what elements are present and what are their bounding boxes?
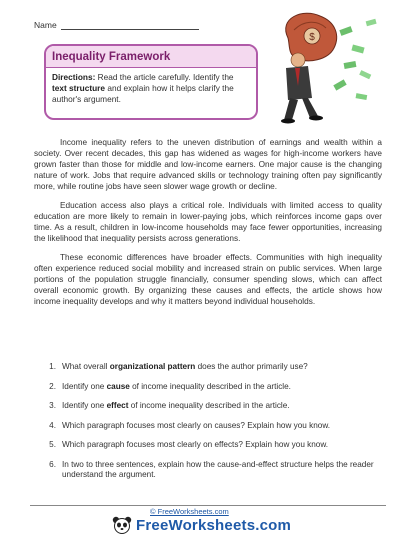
directions-text-2: and explain how it helps clarify the author's argument. [52,83,234,104]
article-paragraph: Income inequality refers to the uneven distribution of earnings and wealth within a society. Over recent decades, this gap has widened as wages for high-income workers have grown faster than those for middle and low-income earners. One major cause is the changing nature of work. Jobs that require advanced skills or technology training often pay significantly more, while routine jobs have seen slower wage growth or decline. [34,138,382,191]
name-row [34,20,199,30]
question-number: 6. [49,459,56,469]
framework-title: Inequality Framework [46,46,256,68]
directions-label: Directions: [52,72,96,82]
question-text: Identify one cause of income inequality described in the article. [62,381,291,391]
directions [46,68,256,109]
question-item [34,440,384,451]
framework-box [44,44,258,120]
logo-text: FreeWorksheets.com [136,516,292,534]
name-input-line[interactable] [61,21,199,30]
question-item [34,460,384,481]
svg-text:$: $ [309,32,315,43]
question-text: What overall organizational pattern does the author primarily use? [62,362,308,371]
question-item [34,421,384,432]
question-text: Which paragraph focuses most clearly on effects? Explain how you know. [62,440,329,449]
directions-emphasis: text structure [52,83,106,93]
question-text: In two to three sentences, explain how the cause-and-effect structure helps the reader understand the argument. [62,459,374,479]
article-paragraph: Education access also plays a critical role. Individuals with limited access to quality education are more likely to remain in lower-paying jobs, which reinforces income gaps over time. As a result, children in low-income households may face fewer opportunities, increasing the likelihood that inequality persists across generations. [34,201,382,243]
question-item [34,362,384,373]
name-label: Name [34,20,57,30]
article [34,137,382,315]
question-number: 5. [49,440,56,449]
brand-logo [112,516,291,534]
question-number: 3. [49,401,56,410]
footer-url-link[interactable]: © FreeWorksheets.com [150,507,229,516]
question-number: 4. [49,420,56,430]
question-number: 1. [49,362,56,371]
question-item [34,382,384,393]
question-text: Identify one effect of income inequality described in the article. [62,401,290,410]
panda-icon [112,516,132,534]
question-text: Which paragraph focuses most clearly on causes? Explain how you know. [62,420,331,430]
question-list [34,362,384,490]
question-item [34,401,384,412]
question-number: 2. [49,381,56,391]
directions-text-1: Read the article carefully. Identify the [95,72,234,82]
businessman-money-bag-illustration [248,8,380,130]
article-paragraph: These economic differences have broader effects. Communities with high inequality often experience reduced social mobility and increased strain on public services. When large portions of the population struggle financially, consumer spending slows, which can affect overall economic growth. By organizing these causes and effects, the article shows how income inequality develops and why it matters beyond individual households. [34,253,382,306]
footer-divider [30,505,386,506]
